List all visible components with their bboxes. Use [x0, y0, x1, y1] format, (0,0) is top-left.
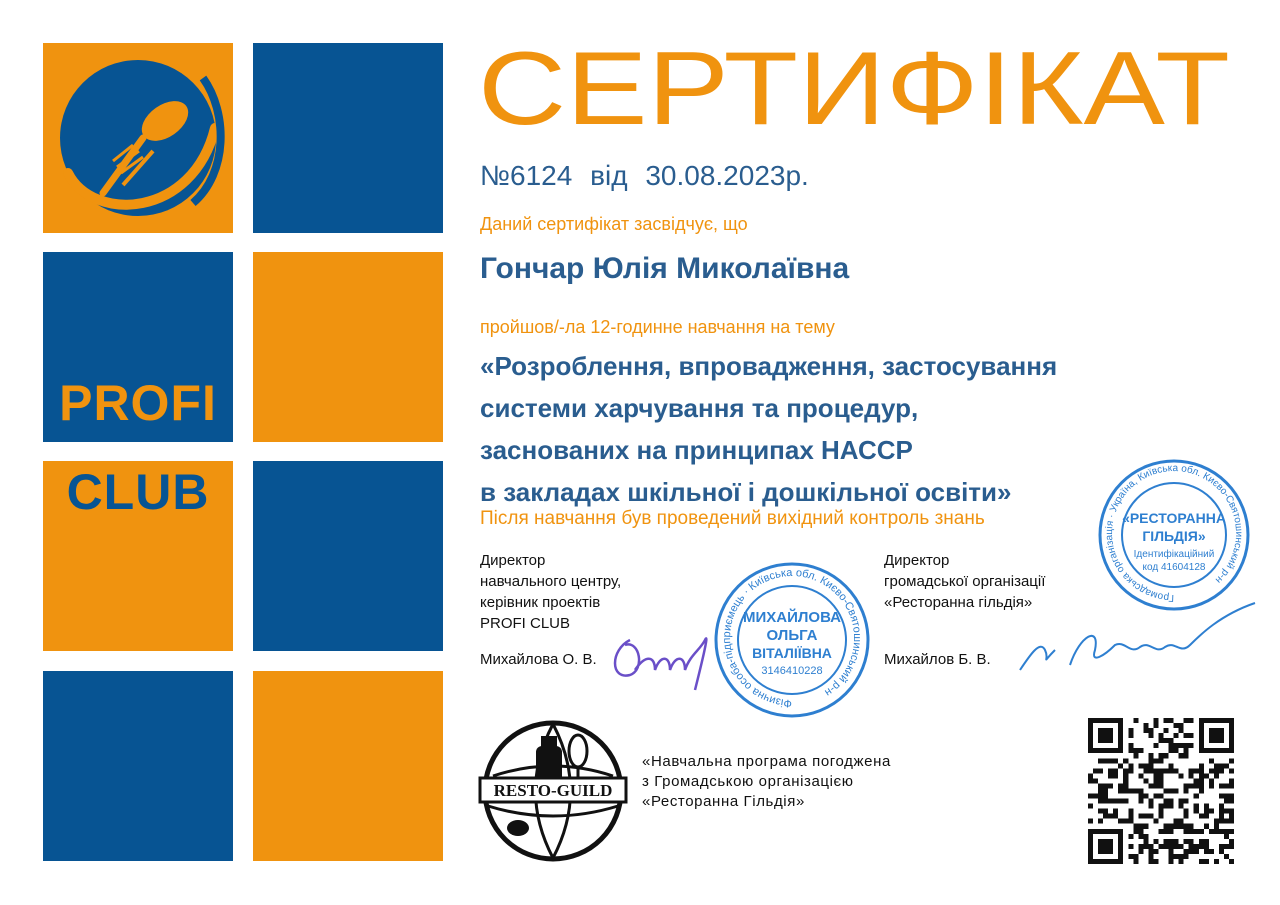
certificate-number: №6124 — [480, 160, 573, 191]
role-line: керівник проектів — [480, 594, 601, 611]
certificate-number-line — [480, 160, 809, 192]
course-line: «Розроблення, впровадження, застосування — [480, 351, 1058, 381]
right-signature — [1010, 595, 1260, 685]
right-stamp — [1088, 455, 1260, 615]
mosaic-tile — [43, 461, 233, 651]
right-stamp-line: ГІЛЬДІЯ» — [1142, 528, 1206, 544]
right-stamp-line: Ідентифікаційний — [1133, 549, 1215, 560]
approval-note — [642, 752, 891, 812]
post-exam-text: Після навчання був проведений вихідний контроль знань — [480, 508, 985, 529]
role-line: «Ресторанна гільдія» — [884, 594, 1033, 611]
right-stamp-line: «РЕСТОРАННА — [1122, 510, 1226, 526]
brand-word-club: CLUB — [66, 464, 210, 520]
brand-word-profi: PROFI — [59, 375, 217, 431]
certificate-date: 30.08.2023р. — [645, 160, 809, 191]
intro-text: Даний сертифікат засвідчує, що — [480, 214, 748, 234]
recipient-name: Гончар Юлія Миколаївна — [480, 252, 850, 285]
left-stamp-ring-text: Фізична особа-підприємець · Київська обл. Києво-Святошинський р-н — [720, 566, 864, 710]
mosaic-tile — [253, 461, 443, 651]
left-stamp-line: 3146410228 — [761, 665, 823, 677]
left-stamp-line: ОЛЬГА — [766, 627, 818, 644]
left-signatory-name: Михайлова О. В. — [480, 651, 597, 668]
mosaic-tile — [253, 671, 443, 861]
left-stamp — [705, 560, 880, 720]
left-stamp-line: МИХАЙЛОВА — [742, 609, 842, 626]
resto-guild-logo-text: RESTO-GUILD — [493, 781, 613, 800]
right-stamp-ring-text: Громадська організація · Україна, Київська обл. Києво-Святошинський р-н — [1104, 462, 1245, 604]
qr-code-icon[interactable] — [1088, 718, 1234, 864]
right-stamp-line: код 41604128 — [1142, 562, 1206, 573]
certificate-title-text: СЕРТИФІКАТ — [478, 38, 1230, 138]
mosaic-tile — [43, 252, 233, 442]
role-line: Директор — [884, 552, 950, 569]
role-line: навчального центру, — [480, 573, 622, 590]
left-stamp-line: ВІТАЛІЇВНА — [752, 645, 832, 661]
spoon-fork-icon — [43, 43, 233, 233]
right-signatory-name: Михайлов Б. В. — [884, 651, 991, 668]
role-line: Директор — [480, 552, 546, 569]
course-line: заснованих на принципах НАССР — [480, 435, 913, 465]
approval-line: «Навчальна програма погоджена — [642, 753, 891, 770]
approval-line: з Громадською організацією — [642, 773, 854, 790]
mosaic-tile — [253, 252, 443, 442]
course-line: системи харчування та процедур, — [480, 393, 919, 423]
role-line: громадської організації — [884, 573, 1046, 590]
role-line: PROFI CLUB — [480, 615, 571, 632]
course-line: в закладах шкільної і дошкільної освіти» — [480, 477, 1012, 507]
mosaic-tile — [43, 671, 233, 861]
approval-line: «Ресторанна Гільдія» — [642, 793, 805, 810]
course-intro: пройшов/-ла 12-годинне навчання на тему — [480, 317, 835, 337]
from-label: від — [590, 160, 628, 191]
logo-tile — [43, 43, 233, 233]
mosaic-tile — [253, 43, 443, 233]
certificate-title — [478, 38, 1238, 138]
resto-guild-logo — [478, 716, 628, 866]
